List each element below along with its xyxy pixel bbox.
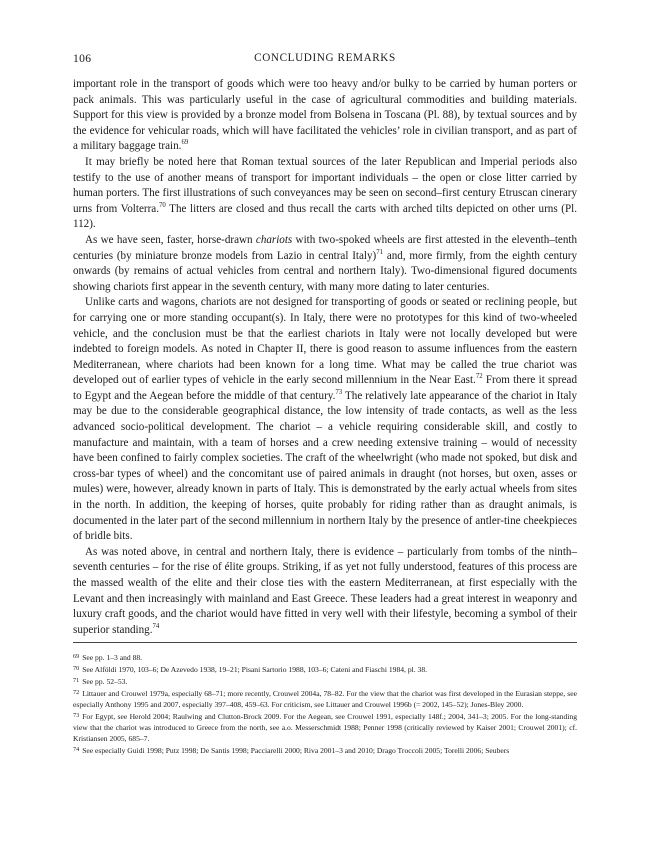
footnote-text: See pp. 52–53. <box>82 677 128 687</box>
text-run: It may briefly be noted here that Roman textual sources of the later Republican and Imperial periods also testify to the use of another means of transport for important individuals – the open or close litter carried by human porters. The first illustrations of such conveyances may be seen on second–first century Etruscan cinerary urns from Volterra. <box>73 155 577 215</box>
footnote-rule <box>73 642 577 643</box>
footnote-ref: 74 <box>152 622 160 630</box>
footnote <box>73 675 577 687</box>
text-run: and, more firmly, from the eighth century onwards (by remains of actual vehicles from central and northern Italy). Two-dimensional figured documents showing chariots first appear in the seventh century, with many more dating to later centuries. <box>73 249 577 293</box>
footnote <box>73 710 577 744</box>
paragraph <box>73 233 577 295</box>
running-head <box>73 52 577 68</box>
footnote <box>73 687 577 710</box>
footnote <box>73 663 577 675</box>
footnotes <box>73 651 577 756</box>
footnote-text: For Egypt, see Herold 2004; Raulwing and Clutton-Brock 2009. For the Aegean, see Crouwel 1991, especially 148f.; 2004, 341–3; 2005. For the long-standing view that the chariot was introduced to Greece from the north, see a.o. Messerschmidt 1988; Penner 1998 (critically reviewed by Kaiser 2001; Crouwel 2001); cf. Kristiansen 2005, 685–7. <box>73 712 577 744</box>
footnote <box>73 744 577 756</box>
footnote-number: 70 <box>73 665 80 673</box>
body-text <box>73 77 577 638</box>
paragraph <box>73 545 577 639</box>
running-title: CONCLUDING REMARKS <box>254 52 396 64</box>
text-run: As was noted above, in central and northern Italy, there is evidence – particularly from tombs of the ninth–seventh centuries – for the rise of élite groups. Striking, if as yet not fully understood, features of this process are the massed wealth of the elite and their close ties with the eastern Mediterranean, at first especially with the Levant and then increasingly with mainland and East Greece. These leaders had a great interest in weaponry and luxury craft goods, and the chariot would have fitted in very well with their lifestyle, becoming a symbol of their superior standing. <box>73 545 577 636</box>
footnote-number: 71 <box>73 677 80 685</box>
footnote-ref: 69 <box>181 139 189 147</box>
paragraph <box>73 77 577 155</box>
footnote <box>73 651 577 663</box>
footnote-number: 69 <box>73 653 80 661</box>
text-run: As we have seen, faster, horse-drawn <box>85 233 256 246</box>
footnote-ref: 70 <box>158 201 166 209</box>
italic-term: chariots <box>255 233 293 246</box>
footnote-text: See Alföldi 1970, 103–6; De Azevedo 1938, 19–21; Pisani Sartorio 1988, 103–6; Cateni and Fiaschi 1984, pl. 38. <box>82 665 428 675</box>
book-page <box>73 52 577 756</box>
text-run: Unlike carts and wagons, chariots are not designed for transporting of goods or seated or reclining people, but for carrying one or more standing occupant(s). In Italy, there were no prototypes for this kind of two-wheeled vehicle, and the conclusion must be that the earliest chariots in Italy were not locally developed but were indebted to foreign models. As noted in Chapter II, there is good reason to assume influences from the eastern Mediterranean, where chariots had been known for a long time. What may be called the true chariot was developed out of earlier types of vehicle in the early second millennium in the Near East. <box>73 296 577 387</box>
text-run: The litters are closed and thus recall the carts with arched tilts depicted on other urns (Pl. 112). <box>73 202 577 231</box>
footnote-number: 74 <box>73 746 80 754</box>
page-number: 106 <box>73 52 92 65</box>
paragraph <box>73 295 577 545</box>
footnote-ref: 72 <box>475 373 483 381</box>
footnote-ref: 73 <box>335 388 343 396</box>
footnote-text: See pp. 1–3 and 88. <box>82 653 143 663</box>
footnote-text: Littauer and Crouwel 1979a, especially 68–71; more recently, Crouwel 2004a, 78–82. For the view that the chariot was first developed in the Eurasian steppe, see especially Anthony 1995 and 2007, especially 397–408, 459–63. For criticism, see Littauer and Crouwel 1996b (= 2002, 145–52); Jones-Bley 2000. <box>73 689 577 710</box>
footnote-ref: 71 <box>376 248 384 256</box>
paragraph <box>73 155 577 233</box>
text-run: important role in the transport of goods which were too heavy and/or bulky to be carried by human porters or pack animals. This was particularly useful in the case of agricultural commodities and building materials. Support for this view is provided by a bronze model from Bolsena in Toscana (Pl. 88), by textual sources and by the evidence for vehicular roads, which will have facilitated the vehicles’ role in civilian transport, and as part of a military baggage train. <box>73 78 577 153</box>
footnote-number: 73 <box>73 712 80 720</box>
text-run: with two-spoked wheels are first attested in the eleventh–tenth centuries (by miniature bronze models from Lazio in central Italy) <box>73 233 577 262</box>
footnote-number: 72 <box>73 689 80 697</box>
footnote-text: See especially Guidi 1998; Putz 1998; De Santis 1998; Pacciarelli 2000; Riva 2001–3 and 2010; Drago Troccoli 2005; Torelli 2006; Seubers <box>82 746 510 756</box>
text-run: From there it spread to Egypt and the Aegean before the middle of that century. <box>73 374 577 402</box>
text-run: The relatively late appearance of the chariot in Italy may be due to the considerable geographical distance, the low intensity of trade contacts, as well as the less advanced socio-political development. The chariot – a vehicle requiring considerable skill, and costly to manufacture and maintain, with a team of horses and a crew needing extensive training – would of necessity have been confined to fairly complex societies. The craft of the wheelwright (who made not spoked, but disk and cross-bar types of wheel) and the concomitant use of paired animals in draught (not horses, but oxen, asses or mules) were, however, already known in parts of Italy. This is demonstrated by the early actual wheels from sites in the north. In addition, the keeping of horses, quite probably for riding rather than as draught animals, is documented in the later part of the second millennium in northern Italy by the presence of antler-tine cheekpieces of bridle bits. <box>73 389 577 543</box>
